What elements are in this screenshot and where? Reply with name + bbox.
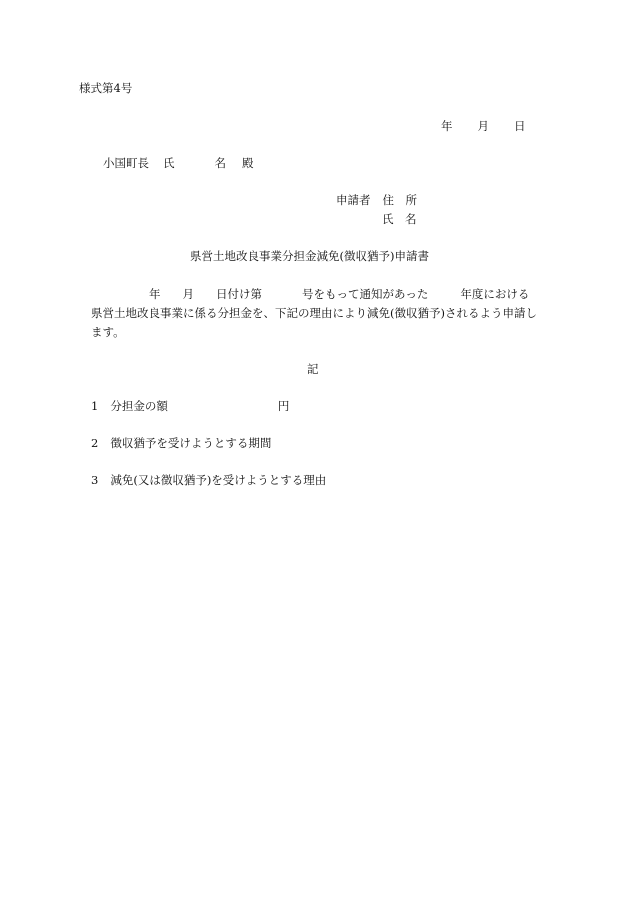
item-2-label: 徴収猶予を受けようとする期間 bbox=[110, 436, 272, 450]
date-year-label: 年 bbox=[441, 119, 453, 133]
addressee-mei: 名 bbox=[214, 156, 226, 170]
applicant-address-line bbox=[336, 193, 417, 207]
item-3-label: 減免(又は徴収猶予)を受けようとする理由 bbox=[110, 473, 327, 487]
date-month-label: 月 bbox=[477, 119, 489, 133]
item-1-unit: 円 bbox=[277, 399, 290, 413]
body-year-label: 年 bbox=[149, 287, 161, 301]
body-line-3: ます。 bbox=[91, 325, 125, 339]
item-1-label: 分担金の額 bbox=[110, 399, 168, 413]
item-2 bbox=[91, 436, 271, 450]
document-title: 県営土地改良事業分担金減免(徴収猶予)申請書 bbox=[190, 249, 429, 263]
body-month-label: 月 bbox=[182, 287, 194, 301]
addressee-title: 小国町長 bbox=[103, 156, 149, 170]
body-line-2: 県営土地改良事業に係る分担金を、下記の理由により減免(徴収猶予)されるよう申請し bbox=[91, 306, 537, 320]
item-2-number: 2 bbox=[91, 436, 99, 450]
addressee-honorific: 殿 bbox=[242, 156, 254, 170]
body-notice: 号をもって通知があった bbox=[302, 287, 429, 301]
applicant-address-label: 住 所 bbox=[382, 193, 417, 207]
item-3 bbox=[91, 473, 326, 487]
addressee-shi: 氏 bbox=[163, 156, 175, 170]
item-1-number: 1 bbox=[91, 399, 99, 413]
addressee-line bbox=[103, 156, 254, 170]
body-fiscal-year: 年度における bbox=[460, 287, 530, 301]
date-line bbox=[441, 119, 526, 133]
item-3-number: 3 bbox=[91, 473, 99, 487]
applicant-label: 申請者 bbox=[336, 193, 371, 207]
body-date-prefix: 日付け第 bbox=[216, 287, 262, 301]
body-line-1 bbox=[149, 287, 529, 301]
item-1 bbox=[91, 399, 289, 413]
applicant-name-label: 氏 名 bbox=[382, 212, 417, 226]
date-day-label: 日 bbox=[514, 119, 526, 133]
form-number: 様式第4号 bbox=[79, 81, 133, 95]
ki-heading: 記 bbox=[307, 362, 319, 376]
